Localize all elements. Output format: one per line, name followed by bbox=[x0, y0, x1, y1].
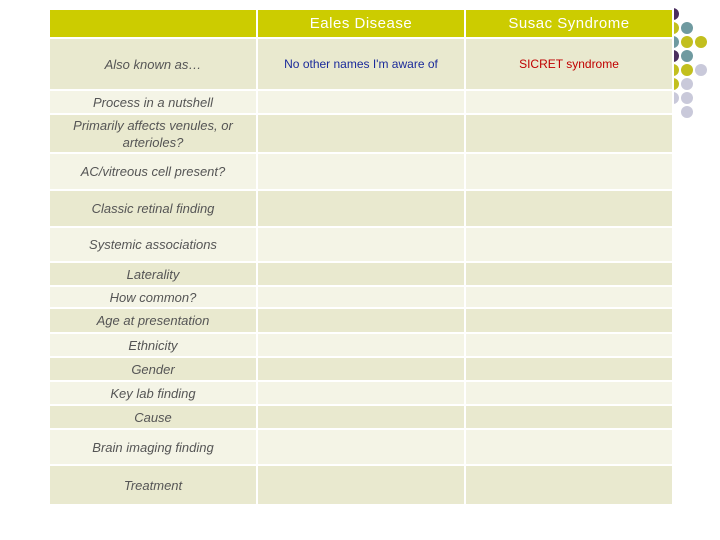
table-row bbox=[49, 333, 673, 357]
decorative-dots bbox=[667, 8, 719, 118]
susac-cell bbox=[465, 190, 673, 227]
row-label: Treatment bbox=[49, 465, 257, 505]
dot-icon bbox=[695, 64, 707, 76]
dot-icon bbox=[681, 50, 693, 62]
susac-cell bbox=[465, 114, 673, 153]
row-label: Key lab finding bbox=[49, 381, 257, 405]
row-label: Brain imaging finding bbox=[49, 429, 257, 465]
table-row bbox=[49, 381, 673, 405]
eales-cell bbox=[257, 153, 465, 190]
susac-cell bbox=[465, 153, 673, 190]
eales-cell bbox=[257, 357, 465, 381]
susac-cell bbox=[465, 227, 673, 262]
row-label: Process in a nutshell bbox=[49, 90, 257, 114]
row-label: Also known as… bbox=[49, 38, 257, 90]
susac-cell bbox=[465, 429, 673, 465]
table-header-row bbox=[49, 9, 673, 38]
dot-icon bbox=[681, 92, 693, 104]
dot-icon bbox=[681, 78, 693, 90]
dot-icon bbox=[681, 22, 693, 34]
susac-cell bbox=[465, 286, 673, 308]
table-row bbox=[49, 308, 673, 333]
table-row bbox=[49, 357, 673, 381]
susac-cell bbox=[465, 308, 673, 333]
row-label: Classic retinal finding bbox=[49, 190, 257, 227]
eales-cell bbox=[257, 308, 465, 333]
eales-cell bbox=[257, 429, 465, 465]
row-label: Gender bbox=[49, 357, 257, 381]
eales-cell: No other names I'm aware of bbox=[257, 38, 465, 90]
row-label: Age at presentation bbox=[49, 308, 257, 333]
header-susac-syndrome: Susac Syndrome bbox=[465, 9, 673, 38]
table-row bbox=[49, 286, 673, 308]
eales-cell bbox=[257, 90, 465, 114]
row-label: AC/vitreous cell present? bbox=[49, 153, 257, 190]
row-label: How common? bbox=[49, 286, 257, 308]
row-label: Cause bbox=[49, 405, 257, 429]
row-label: Ethnicity bbox=[49, 333, 257, 357]
susac-cell bbox=[465, 262, 673, 286]
eales-cell bbox=[257, 465, 465, 505]
eales-cell bbox=[257, 405, 465, 429]
susac-cell bbox=[465, 405, 673, 429]
susac-cell bbox=[465, 357, 673, 381]
dot-icon bbox=[681, 36, 693, 48]
susac-cell: SICRET syndrome bbox=[465, 38, 673, 90]
table-row bbox=[49, 38, 673, 90]
dot-icon bbox=[695, 36, 707, 48]
eales-cell bbox=[257, 227, 465, 262]
header-eales-disease: Eales Disease bbox=[257, 9, 465, 38]
table-row bbox=[49, 114, 673, 153]
eales-cell bbox=[257, 262, 465, 286]
susac-cell bbox=[465, 465, 673, 505]
eales-cell bbox=[257, 114, 465, 153]
row-label: Systemic associations bbox=[49, 227, 257, 262]
row-label: Primarily affects venules, or arterioles? bbox=[49, 114, 257, 153]
eales-cell bbox=[257, 333, 465, 357]
header-cell-empty bbox=[49, 9, 257, 38]
dot-icon bbox=[681, 106, 693, 118]
eales-cell bbox=[257, 286, 465, 308]
eales-cell bbox=[257, 381, 465, 405]
table-row bbox=[49, 465, 673, 505]
table-row bbox=[49, 90, 673, 114]
table-row bbox=[49, 405, 673, 429]
row-label: Laterality bbox=[49, 262, 257, 286]
dot-icon bbox=[681, 64, 693, 76]
table-row bbox=[49, 262, 673, 286]
table-row bbox=[49, 227, 673, 262]
table-row bbox=[49, 190, 673, 227]
table-row bbox=[49, 153, 673, 190]
table-row bbox=[49, 429, 673, 465]
susac-cell bbox=[465, 90, 673, 114]
comparison-table bbox=[48, 8, 674, 506]
susac-cell bbox=[465, 381, 673, 405]
susac-cell bbox=[465, 333, 673, 357]
eales-cell bbox=[257, 190, 465, 227]
